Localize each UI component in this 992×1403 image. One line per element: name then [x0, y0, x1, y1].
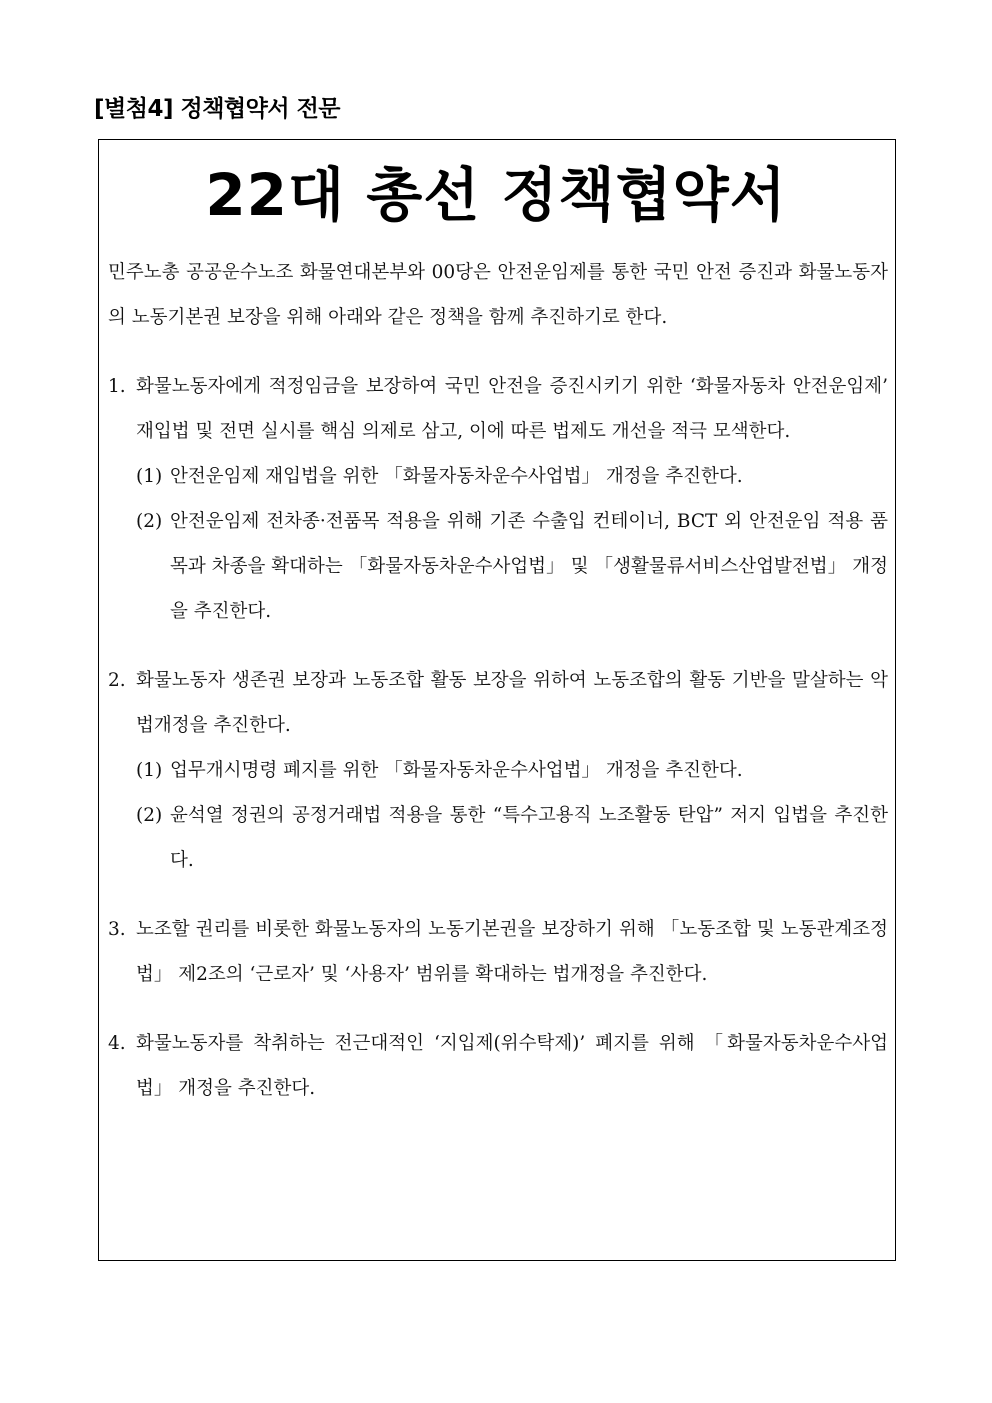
- agreement-body: [108, 250, 888, 1135]
- document-title: 22대 총선 정책협약서: [205, 161, 787, 229]
- sub-item-1-1: [136, 454, 888, 499]
- item-text: 노조할 권리를 비롯한 화물노동자의 노동기본권을 보장하기 위해 「노동조합 및 노동관계조정법」 제2조의 ‘근로자’ 및 ‘사용자’ 범위를 확대하는 법개정을 추진한다.: [136, 919, 888, 985]
- sub-item-2-1: [136, 748, 888, 793]
- policy-item-4: [108, 1021, 888, 1111]
- sub-item-number: (2): [136, 805, 163, 826]
- attachment-title: [별첨4] 정책협약서 전문: [94, 96, 341, 122]
- item-number: 2.: [108, 670, 126, 691]
- intro-paragraph: 민주노총 공공운수노조 화물연대본부와 00당은 안전운임제를 통한 국민 안전 증진과 화물노동자의 노동기본권 보장을 위해 아래와 같은 정책을 함께 추진하기로 한다.: [108, 262, 888, 328]
- sub-item-number: (1): [136, 760, 163, 781]
- item-number: 3.: [108, 919, 126, 940]
- sub-item-number: (1): [136, 466, 163, 487]
- policy-item-1: [108, 364, 888, 634]
- policy-item-2: [108, 658, 888, 883]
- sub-item-2-2: [136, 793, 888, 883]
- sub-item-text: 안전운임제 재입법을 위한 「화물자동차운수사업법」 개정을 추진한다.: [170, 466, 743, 487]
- sub-item-text: 업무개시명령 폐지를 위한 「화물자동차운수사업법」 개정을 추진한다.: [170, 760, 743, 781]
- item-number: 4.: [108, 1033, 126, 1054]
- item-text: 화물노동자에게 적정임금을 보장하여 국민 안전을 증진시키기 위한 ‘화물자동차 안전운임제’ 재입법 및 전면 실시를 핵심 의제로 삼고, 이에 따른 법제도 개선을 적극 모색한다.: [136, 376, 888, 442]
- sub-item-1-2: [136, 499, 888, 634]
- sub-item-number: (2): [136, 511, 163, 532]
- sub-item-text: 윤석열 정권의 공정거래법 적용을 통한 “특수고용직 노조활동 탄압” 저지 입법을 추진한다.: [170, 805, 888, 871]
- item-text: 화물노동자를 착취하는 전근대적인 ‘지입제(위수탁제)’ 폐지를 위해 「화물자동차운수사업법」 개정을 추진한다.: [136, 1033, 888, 1099]
- item-number: 1.: [108, 376, 126, 397]
- policy-item-3: [108, 907, 888, 997]
- sub-item-text: 안전운임제 전차종·전품목 적용을 위해 기존 수출입 컨테이너, BCT 외 안전운임 적용 품목과 차종을 확대하는 「화물자동차운수사업법」 및 「생활물류서비스산업발전법」 개정을 추진한다.: [170, 511, 888, 622]
- item-text: 화물노동자 생존권 보장과 노동조합 활동 보장을 위하여 노동조합의 활동 기반을 말살하는 악법개정을 추진한다.: [136, 670, 888, 736]
